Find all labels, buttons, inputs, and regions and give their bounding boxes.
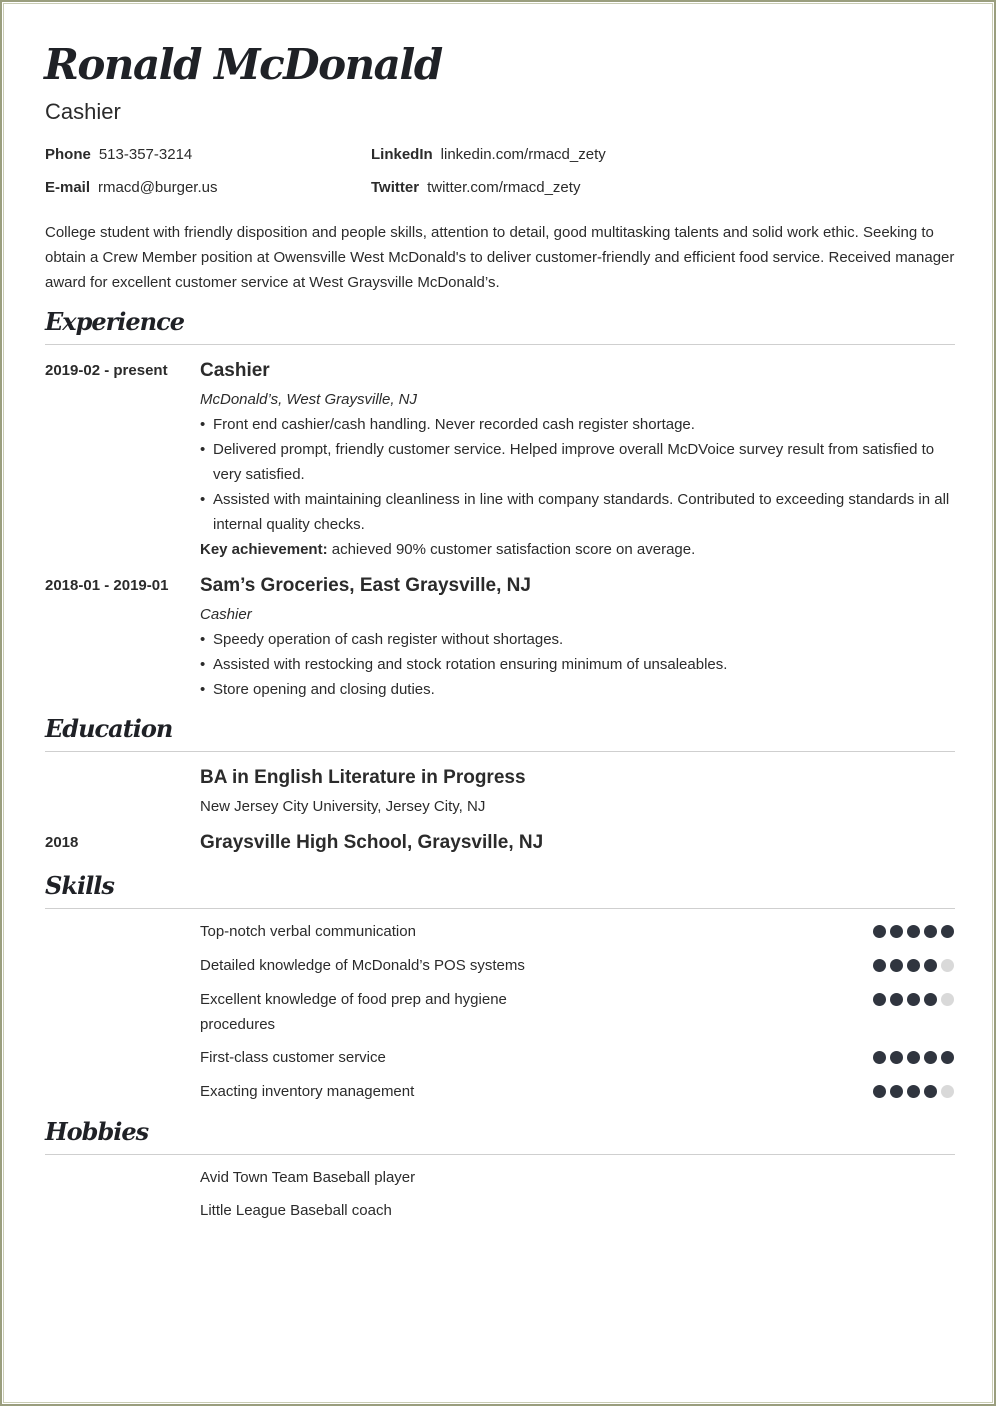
job-bullets: [200, 627, 960, 702]
rating-dot-filled: [924, 959, 937, 972]
skill-rating: [873, 959, 958, 973]
achievement-label: Key achievement:: [200, 541, 328, 558]
skills-section-heading: [45, 871, 955, 909]
degree-school: New Jersey City University, Jersey City, NJ: [200, 798, 486, 815]
rating-dot-filled: [907, 925, 920, 938]
rating-dot-filled: [873, 1051, 886, 1064]
skill-rating: [873, 1051, 958, 1065]
rating-dot-filled: [890, 1051, 903, 1064]
skills-heading-text: Skills: [45, 871, 114, 900]
job-bullet: • Delivered prompt, friendly customer service. Helped improve overall McDVoice survey result from satisfied to very satisfied.: [200, 437, 960, 487]
job-position: Cashier: [200, 606, 252, 623]
contact-email: [45, 179, 217, 196]
rating-dot-filled: [924, 1085, 937, 1098]
skill-rating: [873, 993, 958, 1007]
rating-dot-filled: [924, 993, 937, 1006]
job-date: 2019-02 - present: [45, 362, 168, 379]
rating-dot-filled: [924, 1051, 937, 1064]
skill-name: First-class customer service: [200, 1049, 386, 1066]
rating-dot-filled: [890, 1085, 903, 1098]
achievement-text: achieved 90% customer satisfaction score on average.: [327, 541, 696, 558]
rating-dot-filled: [873, 925, 886, 938]
education-date: 2018: [45, 834, 79, 851]
rating-dot-filled: [873, 1085, 886, 1098]
experience-section-heading: [45, 307, 955, 345]
twitter-value: twitter.com/rmacd_zety: [427, 179, 581, 196]
skill-name: Top-notch verbal communication: [200, 923, 416, 940]
skill-name: Excellent knowledge of food prep and hygiene procedures: [200, 991, 507, 1033]
rating-dot-filled: [873, 993, 886, 1006]
phone-value: 513-357-3214: [98, 146, 193, 163]
key-achievement: [200, 541, 695, 558]
job-bullet: • Assisted with restocking and stock rotation ensuring minimum of unsaleables.: [200, 652, 960, 677]
rating-dot-filled: [907, 959, 920, 972]
rating-dot-filled: [941, 925, 954, 938]
hobby-item: Little League Baseball coach: [200, 1202, 392, 1219]
profile-summary: College student with friendly disposition and people skills, attention to detail, good multitasking talents and solid work ethic. Seeking to obtain a Crew Member position at Owensville West McDonald's to deliver customer-friendly and efficient food service. Received manager award for excellent customer service at West Graysville McDonald’s.: [45, 224, 955, 291]
education-heading-text: Education: [45, 714, 173, 743]
candidate-name: Ronald McDonald: [44, 40, 442, 89]
candidate-role: Cashier: [45, 99, 121, 124]
rating-dot-empty: [941, 1085, 954, 1098]
rating-dot-filled: [907, 1085, 920, 1098]
degree-title: BA in English Literature in Progress: [200, 767, 526, 788]
rating-dot-filled: [941, 1051, 954, 1064]
skill-name: Exacting inventory management: [200, 1083, 415, 1100]
hobby-item: Avid Town Team Baseball player: [200, 1169, 416, 1186]
linkedin-label: LinkedIn: [371, 146, 433, 163]
phone-label: Phone: [45, 146, 91, 163]
skill-rating: [873, 1085, 958, 1099]
contact-twitter: [371, 179, 580, 196]
contact-phone: [45, 146, 192, 163]
contact-linkedin: [371, 146, 606, 163]
rating-dot-filled: [890, 925, 903, 938]
email-label: E-mail: [45, 179, 91, 196]
rating-dot-filled: [924, 925, 937, 938]
job-bullet: • Store opening and closing duties.: [200, 677, 960, 702]
rating-dot-filled: [890, 993, 903, 1006]
job-title: Sam’s Groceries, East Graysville, NJ: [200, 575, 531, 596]
job-bullet: • Assisted with maintaining cleanliness in line with company standards. Contributed to exceeding standards in all internal quality checks.: [200, 487, 960, 537]
job-bullet: • Speedy operation of cash register without shortages.: [200, 627, 960, 652]
rating-dot-filled: [907, 1051, 920, 1064]
job-title: Cashier: [200, 360, 270, 381]
rating-dot-empty: [941, 959, 954, 972]
job-bullet: • Front end cashier/cash handling. Never recorded cash register shortage.: [200, 412, 960, 437]
school-title: Graysville High School, Graysville, NJ: [200, 832, 544, 853]
rating-dot-empty: [941, 993, 954, 1006]
rating-dot-filled: [873, 959, 886, 972]
rating-dot-filled: [890, 959, 903, 972]
job-bullets: [200, 412, 960, 537]
linkedin-value: linkedin.com/rmacd_zety: [440, 146, 606, 163]
experience-heading-text: Experience: [45, 307, 185, 336]
rating-dot-filled: [907, 993, 920, 1006]
education-section-heading: [45, 714, 955, 752]
skill-name: Detailed knowledge of McDonald’s POS systems: [200, 957, 525, 974]
job-date: 2018-01 - 2019-01: [45, 577, 169, 594]
hobbies-heading-text: Hobbies: [45, 1117, 149, 1146]
job-company: McDonald’s, West Graysville, NJ: [200, 391, 418, 408]
skill-rating: [873, 925, 958, 939]
hobbies-section-heading: [45, 1117, 955, 1155]
twitter-label: Twitter: [371, 179, 420, 196]
email-value: rmacd@burger.us: [98, 179, 218, 196]
